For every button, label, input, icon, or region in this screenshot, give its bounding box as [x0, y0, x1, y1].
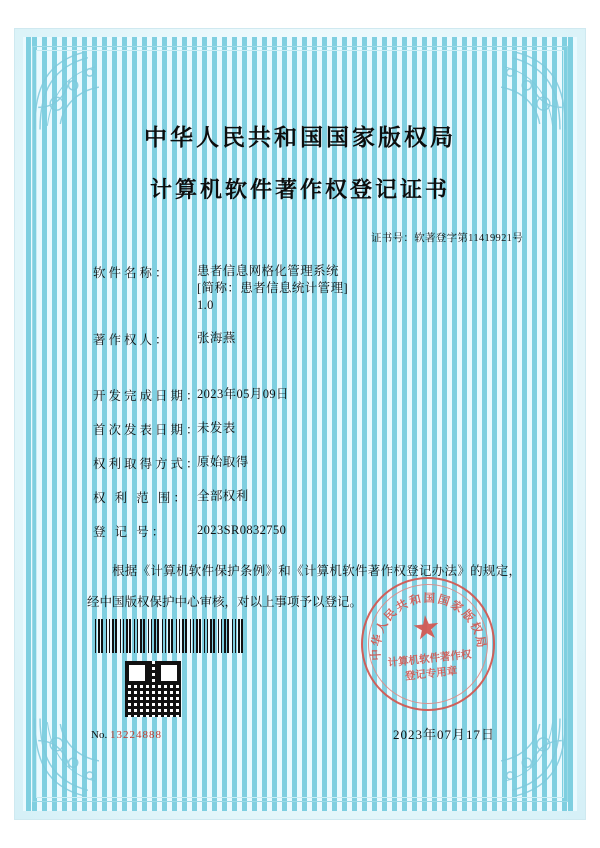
issuer-title: 中华人民共和国国家版权局 [144, 125, 456, 150]
certificate-card [14, 28, 586, 820]
field-value-line1: 患者信息网格化管理系统 [197, 264, 339, 278]
issue-date: 2023年07月17日 [392, 727, 495, 742]
field-value-line3: 1.0 [197, 298, 214, 312]
field-label: 开发完成日期： [93, 389, 202, 403]
seal-arc-text [357, 573, 500, 716]
statement-paragraph: 根据《计算机软件保护条例》和《计算机软件著作权登记办法》的规定，经中国版权保护中心审核，对以上事项予以登记。 [87, 564, 521, 609]
field-value: 2023年05月09日 [197, 387, 289, 401]
field-value: 2023SR0832750 [197, 523, 287, 537]
barcode [95, 619, 245, 653]
certificate-number-label: 证书号： [370, 233, 415, 244]
field-row-first-publish-date [93, 420, 525, 438]
certificate-number [61, 230, 539, 245]
serial-prefix: No. [91, 729, 108, 741]
field-row-copyright-owner [93, 330, 525, 348]
field-value [197, 263, 525, 314]
field-list [61, 263, 539, 540]
field-label: 著作权人： [93, 333, 171, 347]
field-value: 原始取得 [197, 455, 249, 469]
field-value: 全部权利 [197, 489, 249, 503]
field-label: 软件名称： [93, 266, 171, 280]
field-row-development-date [93, 386, 525, 404]
field-row-acquisition-method [93, 454, 525, 472]
field-label: 权利取得方式： [93, 457, 202, 471]
field-label: 登 记 号： [93, 525, 168, 539]
field-row-rights-scope [93, 488, 525, 506]
certificate-number-value: 软著登字第11419921号 [414, 233, 523, 244]
field-value-line2: [简称：患者信息统计管理] [197, 281, 349, 295]
field-value: 张海燕 [197, 331, 236, 345]
svg-text:中华人民共和国国家版权局: 中华人民共和国国家版权局 [370, 592, 488, 661]
official-seal [354, 570, 501, 717]
field-row-registration-number [93, 522, 525, 540]
qr-code [125, 661, 181, 717]
field-label: 权 利 范 围： [93, 491, 189, 505]
serial-number [91, 729, 162, 741]
serial-digits: 13224888 [109, 729, 162, 741]
spacer [93, 364, 525, 386]
code-block [89, 619, 259, 717]
seal-line-2: 登记专用章 [404, 666, 458, 683]
certificate-content [61, 75, 539, 773]
seal-line-1: 计算机软件著作权 [387, 649, 472, 670]
field-label: 首次发表日期： [93, 423, 202, 437]
field-value: 未发表 [197, 421, 236, 435]
document-title: 计算机软件著作权登记证书 [149, 177, 450, 202]
field-row-software-name [93, 263, 525, 314]
